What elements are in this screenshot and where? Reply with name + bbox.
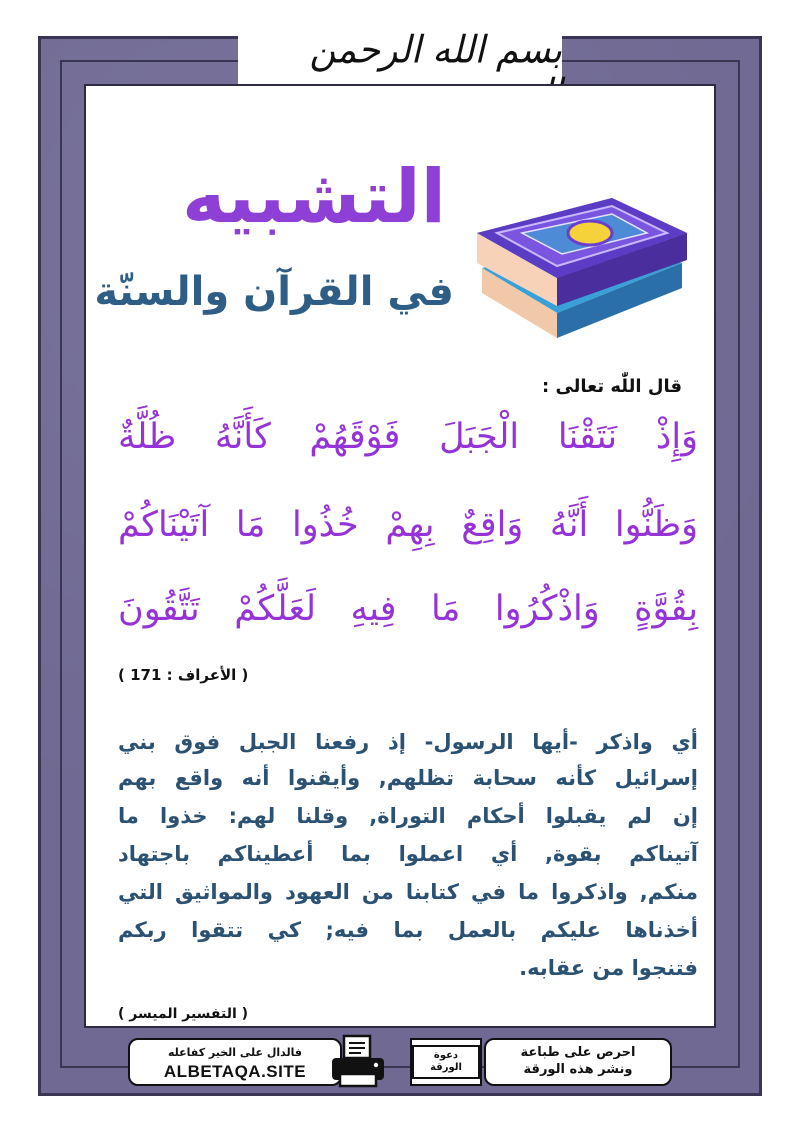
tafsir-line: فتنجوا من عقابه. bbox=[519, 956, 698, 980]
ayah-line: بِقُوَّةٍ وَاذْكُرُوا مَا فِيهِ لَعَلَّكُمْ تَتَّقُونَ bbox=[118, 589, 698, 629]
tafsir-line: آتيناكم بقوة, أي اعملوا بما أعطيناكم باجتهاد bbox=[118, 842, 698, 866]
tafsir-line: منكم, واذكروا ما في كتابنا من العهود والمواثيق التي bbox=[118, 880, 698, 904]
quran-books-icon bbox=[462, 138, 692, 348]
page-title: التشبيه bbox=[182, 154, 446, 240]
basmala-text: بسم الله الرحمن bbox=[309, 28, 562, 72]
footer-site-box bbox=[128, 1038, 342, 1086]
page-subtitle: في القرآن والسنّة bbox=[94, 269, 454, 315]
footer-motto: فالدال على الخير كفاعله bbox=[167, 1046, 303, 1059]
tafsir-source: ( التفسير الميسر ) bbox=[118, 1006, 249, 1022]
footer-print-box bbox=[484, 1038, 672, 1086]
tafsir-line: أي واذكر -أيها الرسول- إذ رفعنا الجبل فوق بني bbox=[118, 730, 698, 754]
ayah-line: وَإِذْ نَتَقْنَا الْجَبَلَ فَوْقَهُمْ كَأَنَّهُ ظُلَّةٌ bbox=[118, 417, 698, 457]
tafsir-line: إن لم يقبلوا أحكام التوراة, وقلنا لهم: خذوا ما bbox=[118, 804, 698, 828]
dawah-logo bbox=[410, 1038, 482, 1086]
footer-print-line2: ونشر هذه الورقة bbox=[523, 1061, 633, 1077]
verse-reference: ( الأعراف : 171 ) bbox=[118, 666, 249, 684]
tafsir-line: أخذناها عليكم بالعمل بما فيه; كي تتقوا ربكم bbox=[118, 918, 698, 942]
ayah-line: وَظَنُّوا أَنَّهُ وَاقِعٌ بِهِمْ خُذُوا مَا آتَيْنَاكُمْ bbox=[118, 505, 698, 545]
tafsir-line: إسرائيل كأنه سحابة تظلهم, وأيقنوا أنه واقع بهم bbox=[118, 766, 698, 790]
verse-intro: قال اللّٰه تعالى : bbox=[541, 376, 682, 397]
footer-website: ALBETAQA.SITE bbox=[163, 1062, 307, 1081]
footer-print-line1: احرص على طباعة bbox=[520, 1045, 636, 1060]
logo-text: دعوة الورقة bbox=[412, 1045, 480, 1079]
footer bbox=[128, 1038, 672, 1086]
printer-icon bbox=[328, 1034, 388, 1090]
